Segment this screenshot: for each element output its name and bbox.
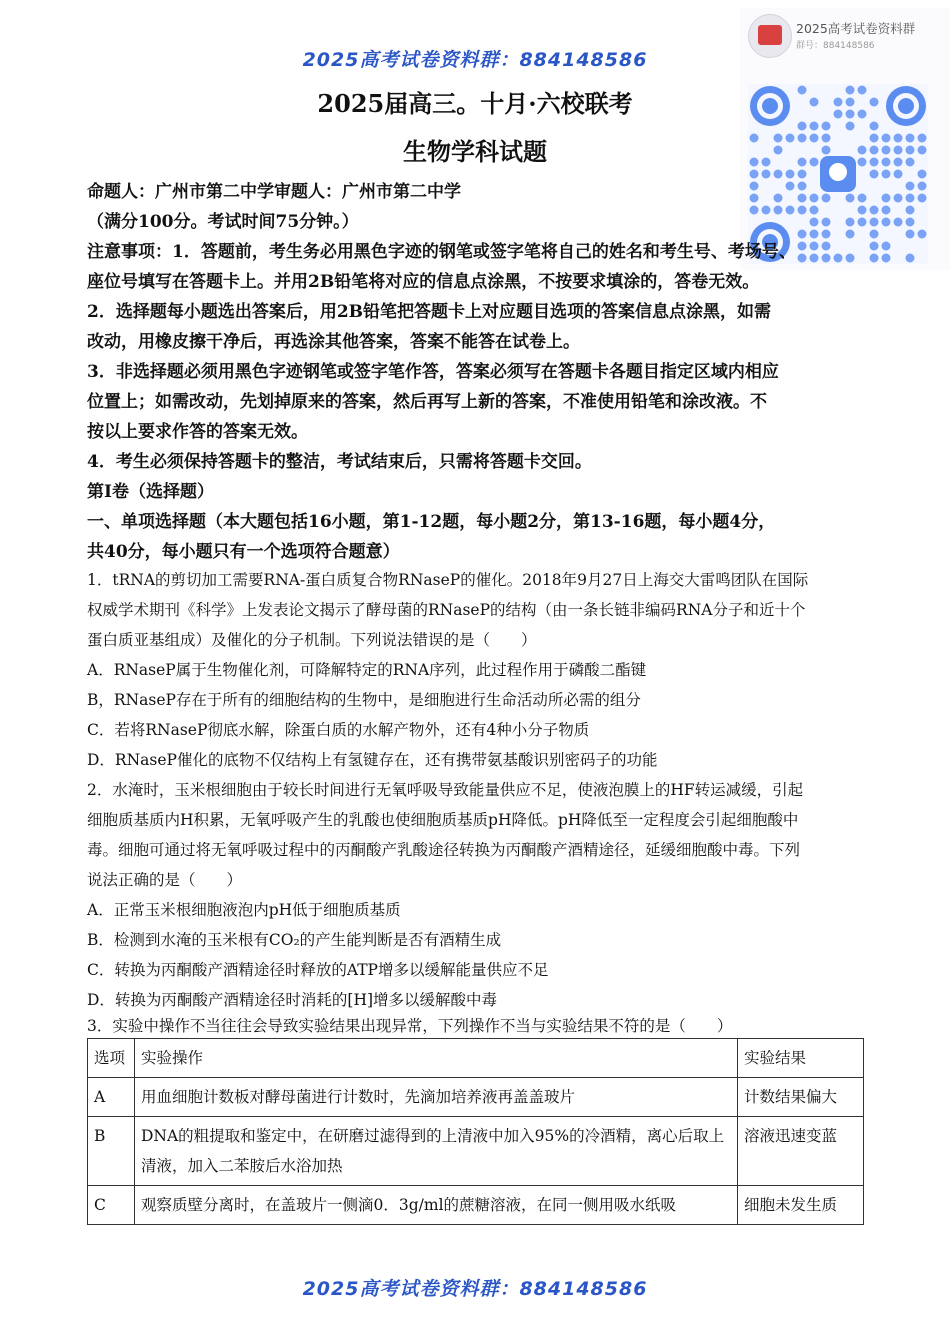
question-2-stem: 2．水淹时，玉米根细胞由于较长时间进行无氧呼吸导致能量供应不足，使液泡膜上的HF转运减缓，引起 <box>87 781 804 799</box>
question-2-stem: 毒。细胞可通过将无氧呼吸过程中的丙酮酸产乳酸途径转换为丙酮酸产酒精途径，延缓细胞酸中毒。下列 <box>87 841 801 859</box>
table-cell: C <box>88 1186 135 1225</box>
table-header-cell: 实验结果 <box>738 1039 864 1078</box>
notice-line: 2．选择题每小题选出答案后，用2B铅笔把答题卡上对应题目选项的答案信息点涂黑，如需 <box>87 302 772 322</box>
question-2-option-a: A．正常玉米根细胞液泡内pH低于细胞质基质 <box>87 901 401 919</box>
table-cell: 用血细胞计数板对酵母菌进行计数时，先滴加培养液再盖盖玻片 <box>135 1078 738 1117</box>
question-1-option-c: C．若将RNaseP彻底水解，除蛋白质的水解产物外，还有4种小分子物质 <box>87 721 590 739</box>
table-cell: 细胞未发生质 <box>738 1186 864 1225</box>
watermark-stamp: ​ <box>73 160 120 213</box>
question-1-option-b: B，RNaseP存在于所有的细胞结构的生物中，是细胞进行生命活动所必需的组分 <box>87 691 641 709</box>
author-line: 命题人：广州市第二中学审题人：广州市第二中学 <box>87 182 461 202</box>
question-1-stem: 1．tRNA的剪切加工需要RNA-蛋白质复合物RNaseP的催化。2018年9月27日上海交大雷鸣团队在国际 <box>87 571 809 589</box>
table-row <box>88 1078 864 1117</box>
question-1-stem: 权威学术期刊《科学》上发表论文揭示了酵母菌的RNaseP的结构（由一条长链非编码RNA分子和近十个 <box>87 601 806 619</box>
notice-line: 4．考生必须保持答题卡的整洁，考试结束后，只需将答题卡交回。 <box>87 452 592 472</box>
table-header-cell: 选项 <box>88 1039 135 1078</box>
table-row <box>88 1117 864 1186</box>
notice-line: 位置上；如需改动，先划掉原来的答案，然后再写上新的答案，不准使用铅笔和涂改液。不 <box>87 392 767 412</box>
notice-line: 按以上要求作答的答案无效。 <box>87 422 308 442</box>
section-heading: 共40分，每小题只有一个选项符合题意） <box>87 542 400 562</box>
notice-line: 改动，用橡皮擦干净后，再选涂其他答案，答案不能答在试卷上。 <box>87 332 580 352</box>
section-heading: 一、单项选择题（本大题包括16小题，第1-12题，每小题2分，第13-16题，每小题4分， <box>87 512 776 532</box>
table-cell: B <box>88 1117 135 1186</box>
table-cell: A <box>88 1078 135 1117</box>
top-banner: 2025高考试卷资料群：884148586 <box>302 49 648 71</box>
table-header-row <box>88 1039 864 1078</box>
exam-subject: 生物学科试题 <box>403 137 547 166</box>
table-header-cell: 实验操作 <box>135 1039 738 1078</box>
score-line: （满分100分。考试时间75分钟。） <box>87 212 359 232</box>
question-1-option-a: A．RNaseP属于生物催化剂，可降解特定的RNA序列，此过程作用于磷酸二酯键 <box>87 661 647 679</box>
group-number: 群号：884148586 <box>796 41 875 51</box>
question-2-stem: 说法正确的是（ ） <box>87 871 243 889</box>
table-cell: 计数结果偏大 <box>738 1078 864 1117</box>
question-2-option-c: C．转换为丙酮酸产酒精途径时释放的ATP增多以缓解能量供应不足 <box>87 961 549 979</box>
group-avatar-icon <box>748 14 792 58</box>
table-cell: 溶液迅速变蓝 <box>738 1117 864 1186</box>
table-cell: DNA的粗提取和鉴定中，在研磨过滤得到的上清液中加入95%的冷酒精，离心后取上清液，加入二苯胺后水浴加热 <box>135 1117 738 1186</box>
question-2-option-d: D．转换为丙酮酸产酒精途径时消耗的[H]增多以缓解酸中毒 <box>87 991 498 1009</box>
question-3-table <box>87 1038 864 1225</box>
bottom-banner: 2025高考试卷资料群：884148586 <box>302 1278 648 1300</box>
question-2-option-b: B．检测到水淹的玉米根有CO₂的产生能判断是否有酒精生成 <box>87 931 502 949</box>
volume-heading: 第I卷（选择题） <box>87 482 214 502</box>
exam-title: 2025届高三。十月·六校联考 <box>317 89 633 118</box>
table-row <box>88 1186 864 1225</box>
notice-line: 注意事项：1．答题前，考生务必用黑色字迹的钢笔或签字笔将自己的姓名和考生号、考场号、 <box>87 242 796 262</box>
question-2-stem: 细胞质基质内H积累，无氧呼吸产生的乳酸也使细胞质基质pH降低。pH降低至一定程度会引起细胞酸中 <box>87 811 799 829</box>
question-1-option-d: D．RNaseP催化的底物不仅结构上有氢键存在，还有携带氨基酸识别密码子的功能 <box>87 751 658 769</box>
notice-line: 座位号填写在答题卡上。并用2B铅笔将对应的信息点涂黑，不按要求填涂的，答卷无效。 <box>87 272 760 292</box>
question-3-stem: 3．实验中操作不当往往会导致实验结果出现异常，下列操作不当与实验结果不符的是（ ） <box>87 1017 733 1035</box>
group-name: 2025高考试卷资料群 <box>796 21 916 36</box>
notice-line: 3．非选择题必须用黑色字迹钢笔或签字笔作答，答案必须写在答题卡各题目指定区域内相应 <box>87 362 779 382</box>
table-cell: 观察质壁分离时，在盖玻片一侧滴0．3g/ml的蔗糖溶液，在同一侧用吸水纸吸 <box>135 1186 738 1225</box>
question-1-stem: 蛋白质亚基组成）及催化的分子机制。下列说法错误的是（ ） <box>87 631 537 649</box>
